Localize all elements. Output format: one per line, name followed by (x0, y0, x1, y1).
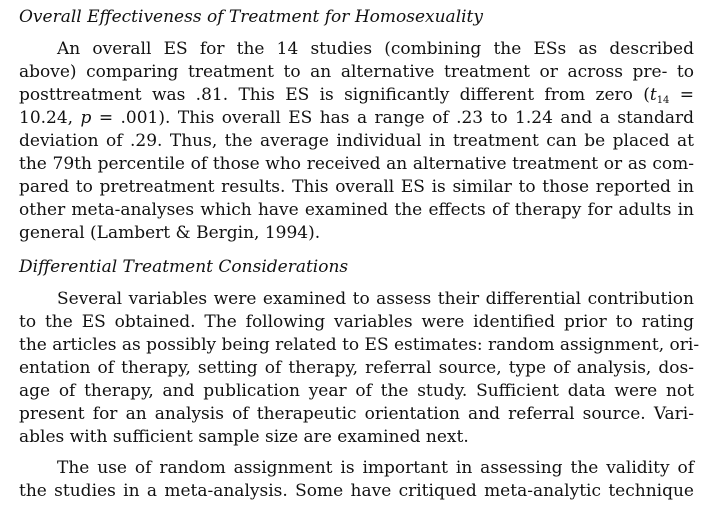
section-heading-differential-treatment: Differential Treatment Considerations (19, 257, 349, 277)
paragraph-line: the articles as possibly being related to ES estimates: random assignment, ori- (19, 335, 700, 355)
paragraph-line: An overall ES for the 14 studies (combining the ESs as described (57, 39, 694, 59)
paragraph-line-last: general (Lambert & Bergin, 1994). (19, 223, 321, 243)
p-value-symbol: p (80, 108, 92, 128)
section-heading-overall-effectiveness: Overall Effectiveness of Treatment for Homosexuality (19, 7, 483, 27)
degrees-of-freedom-subscript: 14 (656, 95, 670, 106)
paragraph-line-with-statistic: 10.24, p = .001). This overall ES has a range of .23 to 1.24 and a standard (19, 108, 694, 128)
paragraph-line: deviation of .29. Thus, the average individual in treatment can be placed at (19, 131, 694, 151)
paragraph-line: pared to pretreatment results. This overall ES is similar to those reported in (19, 177, 694, 197)
paragraph-line: to the ES obtained. The following variables were identified prior to rating (19, 312, 694, 332)
paragraph-line-last: ables with sufficient sample size are examined next. (19, 427, 469, 447)
paragraph-line: above) comparing treatment to an alternative treatment or across pre- to (19, 62, 694, 82)
paragraph-line: the 79th percentile of those who received an alternative treatment or as com- (19, 154, 694, 174)
paragraph-line-with-statistic: posttreatment was .81. This ES is significantly different from zero ($t_{14}$ = (19, 85, 694, 106)
paragraph-line: the studies in a meta-analysis. Some have critiqued meta-analytic technique (19, 481, 694, 501)
paragraph-line: Several variables were examined to assess their differential contribution (57, 289, 694, 309)
paragraph-line: The use of random assignment is important in assessing the validity of (57, 458, 694, 478)
paragraph-line: present for an analysis of therapeutic orientation and referral source. Vari- (19, 404, 694, 424)
paragraph-line: entation of therapy, setting of therapy, referral source, type of analysis, dos- (19, 358, 694, 378)
paragraph-line: other meta-analyses which have examined the effects of therapy for adults in (19, 200, 694, 220)
paragraph-line: age of therapy, and publication year of the study. Sufficient data were not (19, 381, 694, 401)
t-statistic-symbol: t (649, 85, 657, 105)
